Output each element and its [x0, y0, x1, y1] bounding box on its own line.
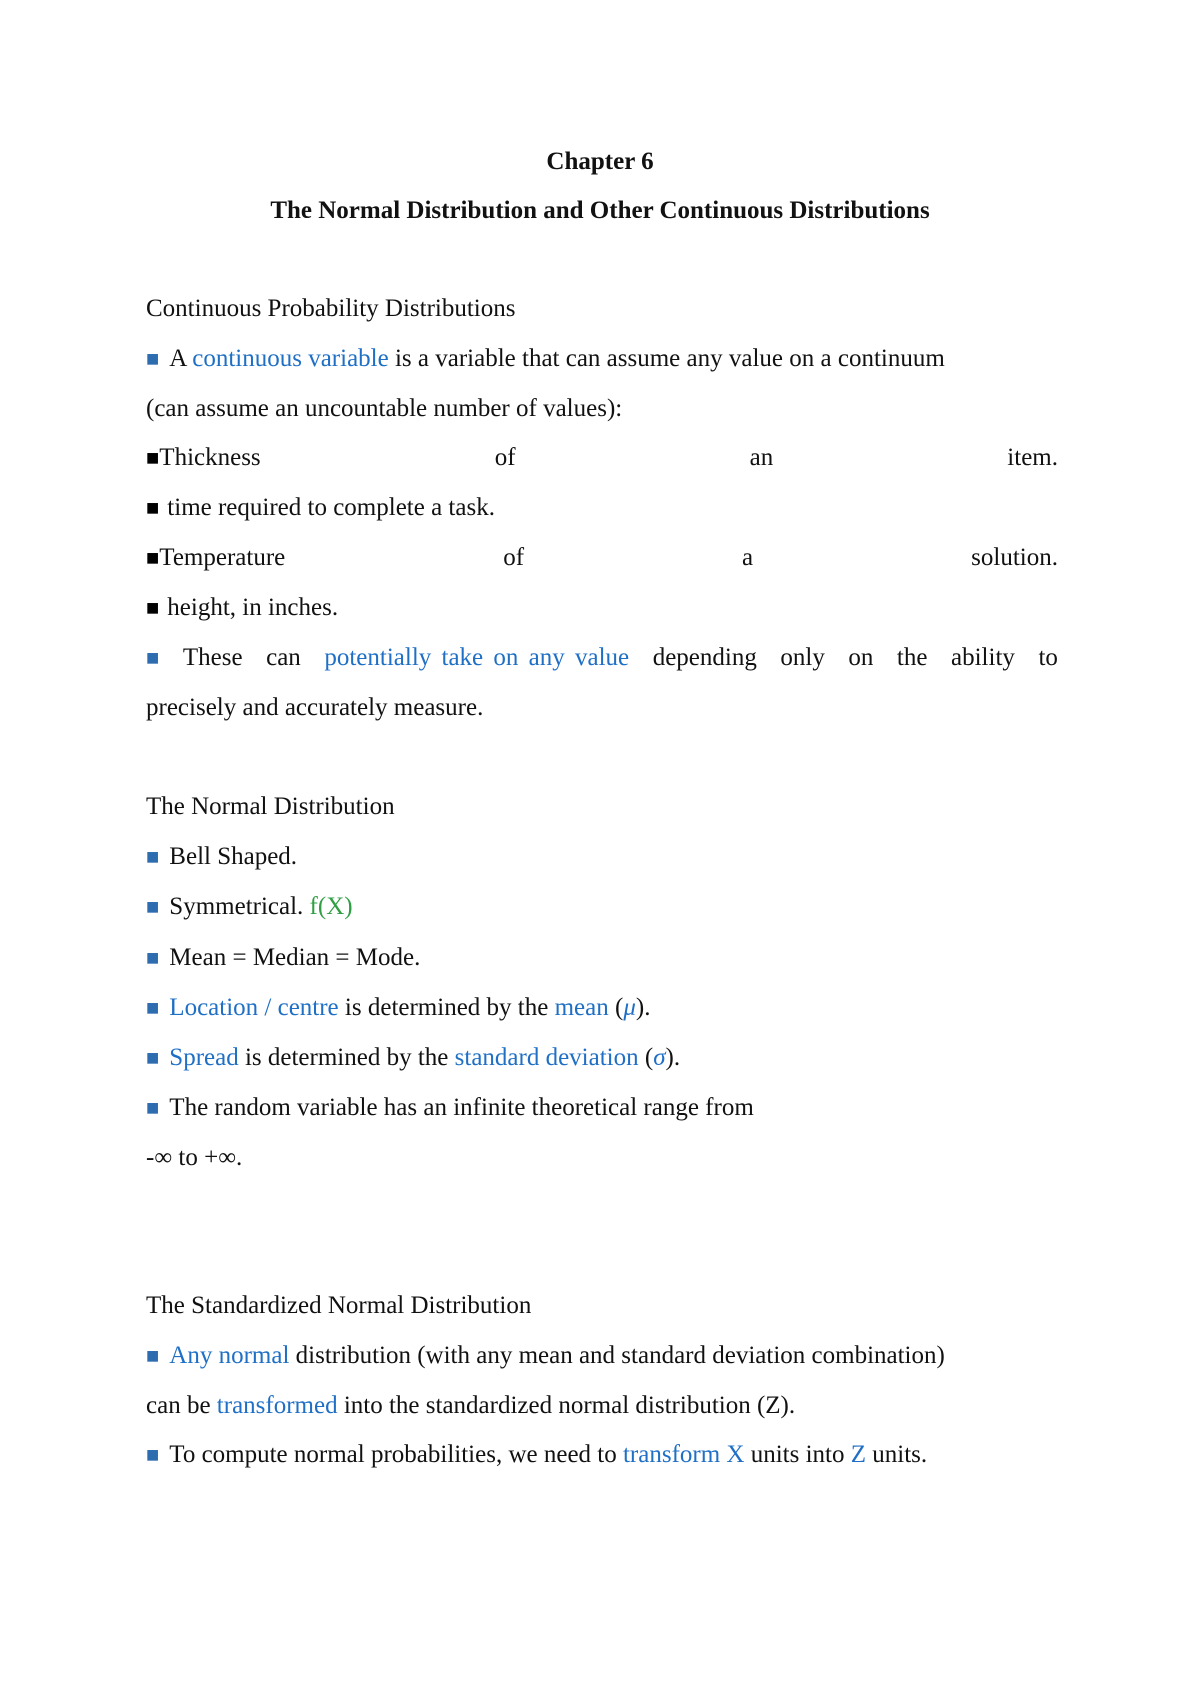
sigma-symbol: σ: [653, 1044, 666, 1071]
list-item-bell-shaped: ■ Bell Shaped.: [146, 843, 298, 870]
square-bullet-icon: ■: [146, 645, 160, 670]
example-thickness: ■Thickness of an item.: [146, 444, 1058, 471]
section-title-continuous-probability: Continuous Probability Distributions: [146, 295, 516, 322]
square-bullet-icon: ■: [146, 995, 160, 1020]
paragraph-compute-probabilities: ■ To compute normal probabilities, we need to transform X units into Z units.: [146, 1441, 928, 1468]
paragraph-any-normal-cont: can be transformed into the standardized normal distribution (Z).: [146, 1392, 796, 1419]
square-bullet-icon: ■: [146, 1045, 160, 1070]
paragraph-continuous-variable: ■ A continuous variable is a variable that can assume any value on a continuum: [146, 345, 945, 372]
black-square-bullet-icon: ■: [146, 445, 160, 470]
section-title-normal-distribution: The Normal Distribution: [146, 793, 395, 820]
paragraph-continuous-variable-cont: (can assume an uncountable number of values):: [146, 395, 623, 422]
list-item-mean-median-mode: ■ Mean = Median = Mode.: [146, 944, 421, 971]
formula-fx: f(X): [309, 893, 353, 920]
square-bullet-icon: ■: [146, 1095, 160, 1120]
mu-symbol: μ: [623, 994, 636, 1021]
list-item-infinite-range-cont: -∞ to +∞.: [146, 1144, 243, 1171]
list-item-infinite-range: ■ The random variable has an infinite theoretical range from: [146, 1094, 754, 1121]
square-bullet-icon: ■: [146, 894, 160, 919]
chapter-number: Chapter 6: [546, 148, 654, 175]
list-item-symmetrical: ■ Symmetrical. f(X): [146, 893, 353, 920]
example-height: ■ height, in inches.: [146, 594, 339, 621]
black-square-bullet-icon: ■: [146, 595, 160, 620]
square-bullet-icon: ■: [146, 346, 160, 371]
square-bullet-icon: ■: [146, 1442, 160, 1467]
term-potentially-any-value: potentially take on any value: [324, 644, 630, 671]
black-square-bullet-icon: ■: [146, 545, 160, 570]
term-continuous-variable: continuous variable: [192, 345, 389, 372]
paragraph-potentially-cont: precisely and accurately measure.: [146, 694, 484, 721]
square-bullet-icon: ■: [146, 1343, 160, 1368]
list-item-spread: ■ Spread is determined by the standard deviation (σ).: [146, 1044, 681, 1071]
chapter-title: The Normal Distribution and Other Continuous Distributions: [270, 197, 930, 224]
square-bullet-icon: ■: [146, 844, 160, 869]
square-bullet-icon: ■: [146, 945, 160, 970]
black-square-bullet-icon: ■: [146, 495, 160, 520]
paragraph-any-normal: ■ Any normal distribution (with any mean and standard deviation combination): [146, 1342, 945, 1369]
list-item-location: ■ Location / centre is determined by the mean (μ).: [146, 994, 651, 1021]
example-temperature: ■Temperature of a solution.: [146, 544, 1058, 571]
example-time: ■ time required to complete a task.: [146, 494, 495, 521]
section-title-standardized-normal: The Standardized Normal Distribution: [146, 1292, 532, 1319]
paragraph-potentially: ■ These can potentially take on any value depending only on the ability to: [146, 644, 1058, 671]
